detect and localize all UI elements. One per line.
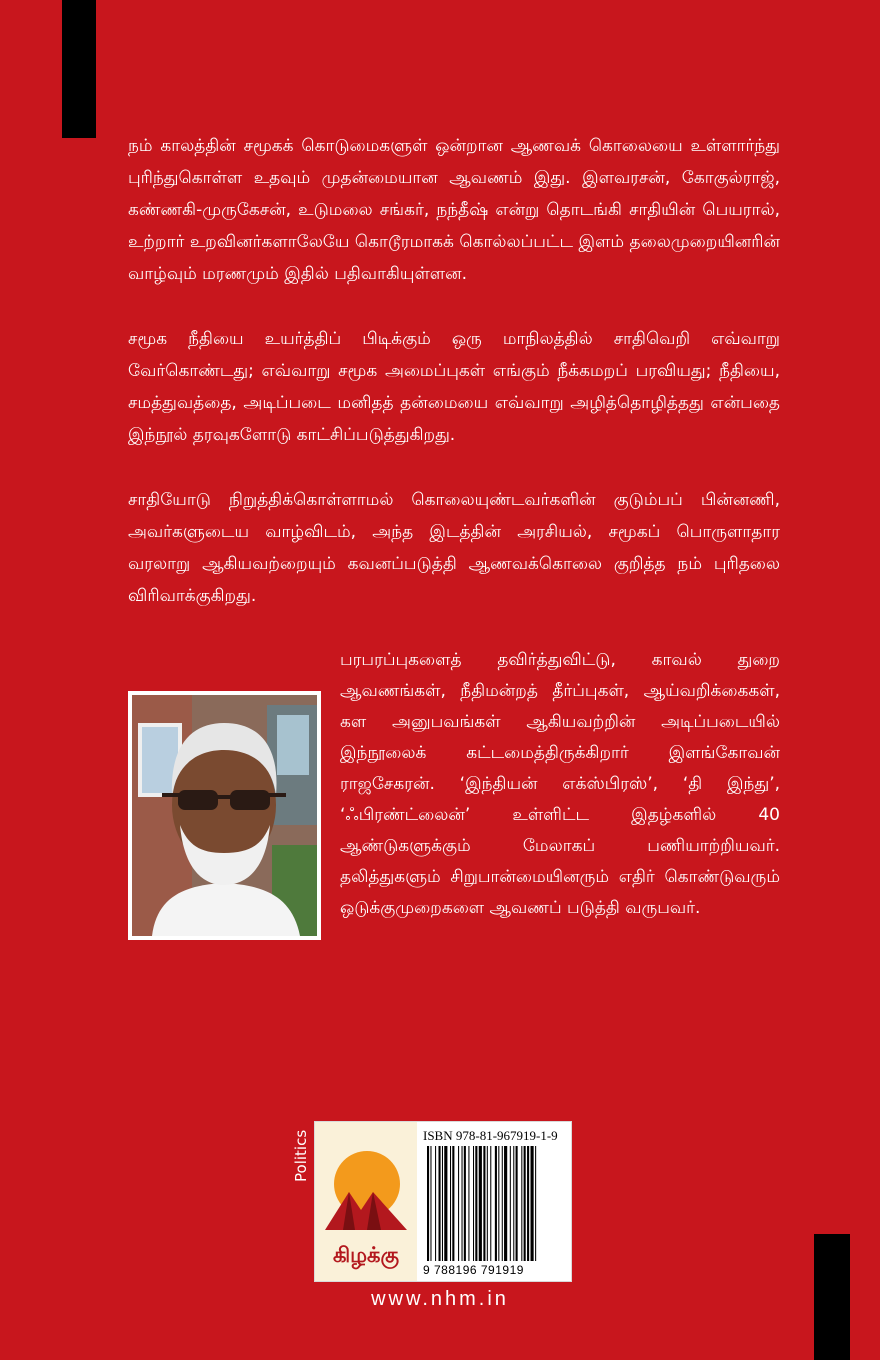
barcode-stripe: [487, 1146, 488, 1261]
barcode-stripe: [527, 1146, 529, 1261]
barcode-stripe: [473, 1146, 474, 1261]
barcode-stripe: [475, 1146, 477, 1261]
publisher-logo: [315, 1122, 417, 1281]
barcode-stripe: [495, 1146, 497, 1261]
barcode-number: 9 788196 791919: [423, 1263, 524, 1277]
barcode-stripe: [464, 1146, 466, 1261]
barcode-stripe: [531, 1146, 534, 1261]
barcode-stripe: [479, 1146, 482, 1261]
author-photo: [128, 691, 321, 940]
publisher-logo-mark: [315, 1122, 417, 1281]
barcode-stripe: [444, 1146, 447, 1261]
barcode-stripe: [442, 1146, 443, 1261]
scope-paragraph: சாதியோடு நிறுத்திக்கொள்ளாமல் கொலையுண்டவர்களின் குடும்பப் பின்னணி, அவர்களுடைய வாழ்விடம், அந்த இடத்தின் அரசியல், சமூகப் பொருளாதார வரலாறு ஆகியவற்றையும் கவனப்படுத்தி ஆணவக்கொலை குறித்த நம் புரிதலை விரிவாக்குகிறது.: [128, 490, 780, 606]
barcode-stripe: [502, 1146, 503, 1261]
isbn-number: ISBN 978-81-967919-1-9: [423, 1128, 558, 1143]
publisher-logo-text: கிழக்கு: [332, 1243, 400, 1267]
barcode-stripe: [458, 1146, 459, 1261]
barcode-stripe: [498, 1146, 499, 1261]
barcode-stripe: [427, 1146, 429, 1261]
barcode-stripe: [535, 1146, 536, 1261]
barcode-stripe: [450, 1146, 451, 1261]
barcode-stripe: [435, 1146, 436, 1261]
barcode: [427, 1146, 565, 1261]
author-bio: பரபரப்புகளைத் தவிர்த்துவிட்டு, காவல் துறை ஆவணங்கள், நீதிமன்றத் தீர்ப்புகள், ஆய்வறிக்கைகள், கள அனுபவங்கள் ஆகியவற்றின் அடிப்படையில் இந்நூலைக் கட்டமைத்திருக்கிறார் இளங்கோவன் ராஜசேகரன். ‘இந்தியன் எக்ஸ்பிரஸ்’, ‘தி இந்து’, ‘ஃபிரண்ட்லைன்’ உள்ளிட்ட இதழ்களில் 40 ஆண்டுகளுக்கும் மேலாகப் பணியாற்றியவர். தலித்துகளும் சிறுபான்மையினரும் எதிர் கொண்டுவரும் ஒடுக்குமுறைகளை ஆவணப் படுத்தி வருபவர்.: [340, 650, 780, 918]
barcode-stripe: [510, 1146, 511, 1261]
barcode-stripe: [524, 1146, 526, 1261]
barcode-stripe: [521, 1146, 522, 1261]
barcode-stripe: [490, 1146, 491, 1261]
author-portrait-illustration: [132, 695, 317, 936]
barcode-stripe: [513, 1146, 514, 1261]
barcode-stripe: [516, 1146, 518, 1261]
barcode-stripe: [468, 1146, 469, 1261]
intro-paragraph: நம் காலத்தின் சமூகக் கொடுமைகளுள் ஒன்றான ஆணவக் கொலையை உள்ளார்ந்து புரிந்துகொள்ள உதவும் முதன்மையான ஆவணம் இது. இளவரசன், கோகுல்ராஜ், கண்ணகி-முருகேசன், உடுமலை சங்கர், நந்தீஷ் என்று தொடங்கி சாதியின் பெயரால், உற்றார் உறவினர்களாலேயே கொடூரமாகக் கொல்லப்பட்ட இளம் தலைமுறையினரின் வாழ்வும் மரணமும் இதில் பதிவாகியுள்ளன.: [128, 136, 780, 284]
top-black-bar: [62, 0, 96, 138]
barcode-stripe: [504, 1146, 507, 1261]
barcode-stripe: [452, 1146, 454, 1261]
barcode-stripe: [439, 1146, 441, 1261]
isbn-block: [314, 1121, 572, 1282]
barcode-stripe: [462, 1146, 463, 1261]
category-label: Politics: [292, 1129, 310, 1182]
publisher-website[interactable]: www.nhm.in: [371, 1288, 509, 1310]
barcode-stripe: [483, 1146, 485, 1261]
barcode-stripe: [430, 1146, 431, 1261]
context-paragraph: சமூக நீதியை உயர்த்திப் பிடிக்கும் ஒரு மாநிலத்தில் சாதிவெறி எவ்வாறு வேர்கொண்டது; எவ்வாறு சமூக அமைப்புகள் எங்கும் நீக்கமறப் பரவியது; நீதியை, சமத்துவத்தை, அடிப்படை மனிதத் தன்மையை எவ்வாறு அழித்தொழித்தது என்பதை இந்நூல் தரவுகளோடு காட்சிப்படுத்துகிறது.: [128, 329, 780, 445]
